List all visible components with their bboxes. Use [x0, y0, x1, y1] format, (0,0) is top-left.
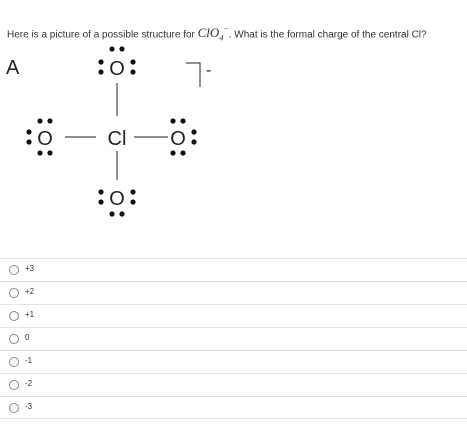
- radio-button[interactable]: [9, 357, 19, 367]
- lone-pair-dot: [98, 199, 103, 204]
- lone-pair-dot: [109, 46, 114, 51]
- choice-label: +2: [25, 287, 35, 296]
- central-atom: Cl: [107, 128, 127, 150]
- lone-pair-dot: [119, 46, 124, 51]
- oxygen-top: [98, 46, 135, 80]
- oxygen-top-symbol: O: [109, 58, 125, 80]
- lone-pair-dot: [98, 189, 103, 194]
- lone-pair-dot: [26, 129, 31, 134]
- lone-pair-dot: [47, 118, 52, 123]
- choice-plus-3[interactable]: [0, 258, 467, 281]
- question-text-after: . What is the formal charge of the central Cl?: [228, 29, 427, 41]
- choice-label: +1: [25, 310, 35, 319]
- lone-pair-dot: [130, 59, 135, 64]
- choice-plus-1[interactable]: [0, 304, 467, 327]
- lone-pair-dot: [170, 118, 175, 123]
- radio-button[interactable]: [9, 334, 19, 344]
- choice-label: -1: [25, 356, 33, 365]
- choice-minus-1[interactable]: [0, 350, 467, 373]
- structure-label: A: [6, 57, 20, 79]
- bracket-line: [186, 63, 200, 87]
- radio-button[interactable]: [9, 380, 19, 390]
- lewis-structure-drawing: [0, 38, 467, 228]
- radio-button[interactable]: [9, 265, 19, 275]
- lone-pair-dot: [37, 118, 42, 123]
- lone-pair-dot: [47, 150, 52, 155]
- charge-sign: -: [206, 62, 212, 79]
- lone-pair-dot: [130, 69, 135, 74]
- lewis-structure: [0, 38, 467, 228]
- lone-pair-dot: [191, 129, 196, 134]
- lone-pair-dot: [180, 118, 185, 123]
- choice-label: +3: [25, 264, 35, 273]
- formula-superscript: −: [223, 25, 229, 34]
- oxygen-right: [170, 118, 196, 155]
- choice-label: -2: [25, 379, 33, 388]
- radio-button[interactable]: [9, 288, 19, 298]
- formula-base: ClO: [197, 25, 220, 41]
- lone-pair-dot: [98, 69, 103, 74]
- lone-pair-dot: [98, 59, 103, 64]
- choice-label: -3: [25, 402, 33, 411]
- choice-zero[interactable]: [0, 327, 467, 350]
- choice-label: 0: [25, 333, 30, 342]
- oxygen-bottom: [98, 188, 135, 217]
- lone-pair-dot: [119, 211, 124, 216]
- lone-pair-dot: [26, 139, 31, 144]
- choice-minus-2[interactable]: [0, 373, 467, 396]
- answer-choices: [0, 258, 467, 419]
- formula-subscript: 4: [219, 33, 224, 43]
- radio-button[interactable]: [9, 311, 19, 321]
- choice-minus-3[interactable]: [0, 396, 467, 419]
- oxygen-bottom-symbol: O: [109, 188, 125, 210]
- lone-pair-dot: [170, 150, 175, 155]
- lone-pair-dot: [191, 139, 196, 144]
- oxygen-right-symbol: O: [170, 128, 186, 150]
- question-text-before: Here is a picture of a possible structure for: [7, 29, 198, 41]
- oxygen-left-symbol: O: [37, 128, 53, 150]
- choice-plus-2[interactable]: [0, 281, 467, 304]
- oxygen-left: [26, 118, 52, 155]
- lone-pair-dot: [180, 150, 185, 155]
- lone-pair-dot: [130, 189, 135, 194]
- radio-button[interactable]: [9, 403, 19, 413]
- charge-bracket: [186, 62, 211, 87]
- lone-pair-dot: [130, 199, 135, 204]
- lone-pair-dot: [37, 150, 42, 155]
- lone-pair-dot: [109, 211, 114, 216]
